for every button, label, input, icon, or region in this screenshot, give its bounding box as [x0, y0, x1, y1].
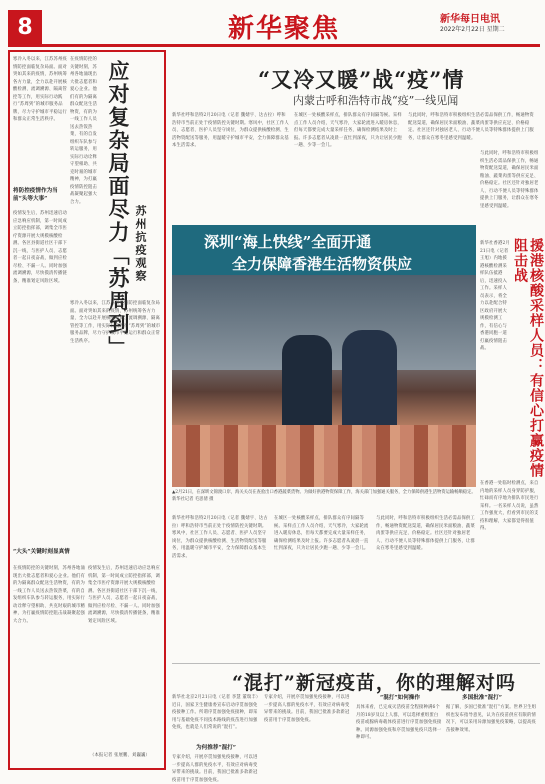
news-photo: [172, 275, 476, 487]
left-para-2: 疫情发生后，苏州迅速启动应急响应机制，第一时间成立防控指挥部，调集全市医疗资源开展大规模核酸检测。各区县街道社区干部下沉一线，与医护人员、志愿者一起日夜奋战，做到应检尽检、不漏一人。同时加强流调溯源，尽快摸清传播链条，精准划定风险区域。: [13, 211, 67, 284]
main-col-3: 与此同时，呼和浩特市积极组织生活必需品保供工作，畅通物资配送渠道，确保居民米面粮油、蔬菜肉蛋等供应充足、价格稳定。社区还针对独居老人、行动不便人员等特殊群体提供上门服务，让群众在寒冬里感受到温暖。: [408, 113, 534, 141]
bottom-subhead-2: “混打”如何操作: [380, 695, 420, 701]
bottom-subhead-1: 为何推荐“混打”: [196, 745, 236, 751]
right-top-text: 与此同时，呼和浩特市积极组织生活必需品保供工作，畅通物资配送渠道，确保居民米面粮油、蔬菜肉蛋等供应充足、价格稳定。社区还针对独居老人、行动不便人员等特殊群体提供上门服务，让群众在寒冬里感受到温暖。: [480, 151, 539, 209]
main-article-deck: 内蒙古呼和浩特市战“疫”一线见闻: [293, 94, 459, 107]
produce-crates: [172, 425, 476, 487]
right-col-1: 新华社香港2月21日电（记者 王旭）内地援港核酸检测采样队伍抵港后，迅速投入工作。采样人员表示，将全力以赴配合特区政府开展大规模检测工作，有信心与香港同胞一道打赢疫情阻击战。: [480, 241, 510, 351]
mid-col-3: 与此同时，呼和浩特市积极组织生活必需品保供工作，畅通物资配送渠道，确保居民米面粮油、蔬菜肉蛋等供应充足、价格稳定。社区还针对独居老人、行动不便人员等特殊群体提供上门服务，让群众在寒冬里感受到温暖。: [376, 516, 475, 551]
section-divider: [172, 663, 540, 664]
left-subhead-1: 将防控疫情作为当前“头等大事”: [13, 188, 58, 202]
left-subhead-2: “大头”关键时刻显真情: [13, 549, 70, 555]
bottom-subhead-3: 多国批准“混打”: [462, 695, 502, 701]
bottom-col-1b: 专家介绍，开展序贯加强免疫接种，可以进一步提高人群的免疫水平，有效应对病毒变异带来的挑战。目前，我国已批准多款新冠疫苗用于序贯加强免疫。: [172, 755, 258, 783]
header-rule: [8, 44, 540, 47]
left-para-1: 寒冷入冬以来，江苏苏州疫情防控面临复杂局面。面对突如其来的疫情，苏州统筹各方力量，全力以赴开展核酸检测、流调溯源、隔离管控等工作，用实际行动践行“苏周到”的城市服务品牌，尽力守护城市平稳运行和群众正常生活秩序。: [13, 57, 67, 122]
bottom-article-title: “混打”新冠疫苗，你的理解对吗: [232, 672, 516, 694]
right-col-2: 在香港一处临时检测点，来自内地的采样人员身穿防护服，忙碌而有序地为排队市民进行采样。一名采样人员说，虽然工作强度大，但看到市民的支持和理解，大家都觉得很值得。: [480, 481, 539, 531]
date-line: 2022年2月22日 星期二: [440, 26, 505, 33]
main-article-title: “又冷又暖”战“疫”情: [258, 67, 465, 92]
banner-line-1: 深圳“海上快线”全面开通: [204, 233, 372, 251]
right-article-title: 援港核酸采样人员：有信心打赢疫情阻击战: [512, 238, 544, 478]
left-subtitle: 苏州抗疫观察: [134, 205, 147, 283]
main-col-2: 在城区一处核酸采样点，排队群众有序间隔等候。采样点工作人员介绍，天气寒冷，大家轮流进入暖房休息，但每天都要完成大量采样任务，确保检测结果及时上报。许多志愿者从凌晨一直忙到深夜，只为让居民少跑一趟、少等一会儿。: [294, 113, 402, 148]
left-para-1b: 在疫情防控的关键时刻，苏州各地涌现出大批志愿者和爱心企业。他们有的为隔离群众配送生活物资，有的为一线工作人员送去热饭热菜，有的自发组织车队参与转运服务，用实际行动诠释守望相助、共克时艰的城市精神，为打赢疫情防控阻击战凝聚起强大合力。: [70, 57, 97, 205]
main-col-1: 新华社呼和浩特2月20日电（记者 魏婧宇、达古拉）呼和浩特市当前正处于疫情防控关键时期。寒风中，社区工作人员、志愿者、医护人员坚守岗位，为群众提供核酸检测、生活物资配送等服务，用温暖守护城市平安，全力保障群众基本生活需求。: [172, 113, 289, 148]
banner: [172, 225, 476, 275]
left-byline: （本报记者 张展鹏、刘巍巍）: [90, 753, 151, 758]
mid-col-1: 新华社呼和浩特2月20日电（记者 魏婧宇、达古拉）呼和浩特市当前正处于疫情防控关键时期。寒风中，社区工作人员、志愿者、医护人员坚守岗位，为群众提供核酸检测、生活物资配送等服务，用温暖守护城市平安，全力保障群众基本生活需求。: [172, 516, 268, 559]
photo-caption: ▲2月21日，在深圳文锦渡口岸，海关关员在查验出口香港蔬菜货物。为做好供港物资保障工作，海关部门加强通关服务，全力保障供港生活物资运输畅顺稳定。新华社记者 毛思倩 摄: [172, 490, 476, 502]
left-headline: 应对复杂局面尽力「苏周到」: [106, 60, 131, 359]
bottom-col-4: 据了解，多国已批准“混打”方案。世界卫生组织也发布指导意见，认为在疫苗供应有限的情况下，可以采用异源加强免疫策略，以提高疫苗接种效果。: [446, 705, 537, 733]
left-para-3: 在疫情防控的关键时刻，苏州各地涌现出大批志愿者和爱心企业。他们有的为隔离群众配送生活物资，有的为一线工作人员送去热饭热菜，有的自发组织车队参与转运服务，用实际行动诠释守望相助、共克时艰的城市精神，为打赢疫情防控阻击战凝聚起强大合力。: [13, 566, 85, 624]
left-para-2b: 寒冷入冬以来，江苏苏州疫情防控面临复杂局面。面对突如其来的疫情，苏州统筹各方力量，全力以赴开展核酸检测、流调溯源、隔离管控等工作，用实际行动践行“苏周到”的城市服务品牌，尽力守护城市平稳运行和群众正常生活秩序。: [70, 301, 161, 344]
page-number: 8: [8, 10, 42, 44]
paper-name: 新华每日电讯: [440, 14, 500, 25]
mid-col-2: 在城区一处核酸采样点，排队群众有序间隔等候。采样点工作人员介绍，天气寒冷，大家轮流进入暖房休息，但每天都要完成大量采样任务，确保检测结果及时上报。许多志愿者从凌晨一直忙到深夜，只为让居民少跑一趟、少等一会儿。: [274, 516, 369, 551]
section-title: 新华聚焦: [228, 14, 341, 44]
bottom-col-3: 具体来看，已完成灭活疫苗全程接种满6个月的18岁及以上人群，可以选择重组蛋白疫苗或腺病毒载体疫苗进行序贯加强免疫接种。同源加强免疫和序贯加强免疫只选择一种即可。: [356, 705, 442, 740]
left-para-3b: 疫情发生后，苏州迅速启动应急响应机制，第一时间成立防控指挥部，调集全市医疗资源开展大规模核酸检测。各区县街道社区干部下沉一线，与医护人员、志愿者一起日夜奋战，做到应检尽检、不漏一人。同时加强流调溯源，尽快摸清传播链条，精准划定风险区域。: [88, 566, 160, 624]
bottom-col-1: 新华社北京2月21日电（记者 李慧 董瑞丰）近日，国家卫生健康委宣布启动序贯加强免疫接种工作。所谓序贯加强免疫接种，即采用与基础免疫不同技术路线的疫苗进行加强免疫，也就是人们常说的“混打”。: [172, 695, 259, 730]
banner-line-2: 全力保障香港生活物资供应: [232, 255, 413, 273]
bottom-col-2: 专家介绍，开展序贯加强免疫接种，可以进一步提高人群的免疫水平，有效应对病毒变异带来的挑战。目前，我国已批准多款新冠疫苗用于序贯加强免疫。: [264, 695, 350, 723]
